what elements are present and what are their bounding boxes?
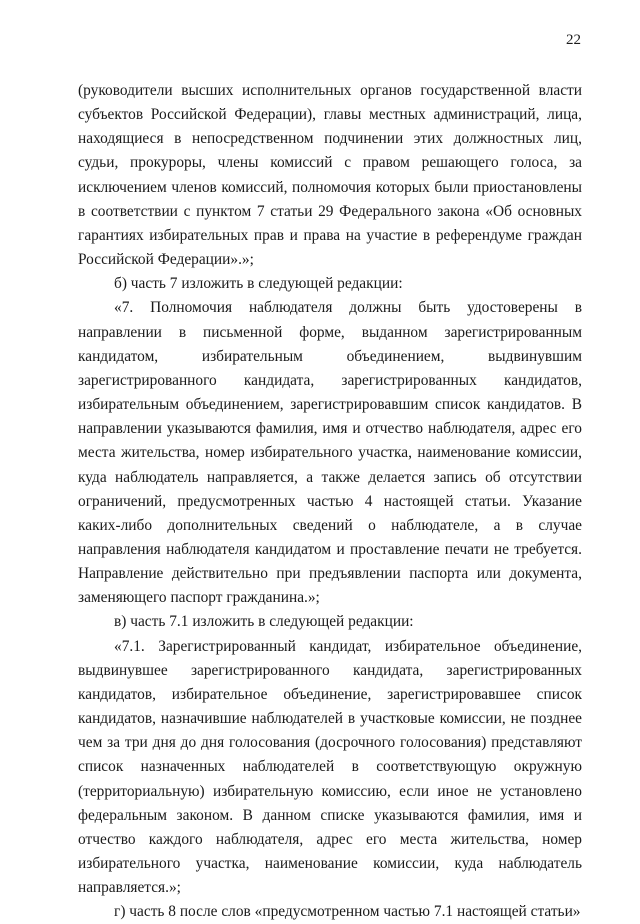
paragraph-item-g: г) часть 8 после слов «предусмотренном частью 7.1 настоящей статьи» bbox=[114, 903, 581, 921]
page-number: 22 bbox=[566, 32, 581, 48]
paragraph-part-7-1-text: «7.1. Зарегистрированный кандидат, избирательное объединение, выдвинувшее зарегистрированного кандидата, зарегистрированных кандидатов, избирательное объединение, зарегистрировавшее список кандидатов, назначившие наблюдателей в участковые комиссии, не позднее чем за три дня до дня голосования (досрочного голосования) представляют список назначенных наблюдателей в соответствующую окружную (территориальную) избирательную комиссию, если иное не установлено федеральным законом. В данном списке указываются фамилия, имя и отчество каждого наблюдателя, адрес его места жительства, номер избирательного участка, наименование комиссии, куда наблюдатель направляется.»; bbox=[78, 637, 582, 897]
document-body bbox=[78, 79, 582, 924]
paragraph-continuation: (руководители высших исполнительных органов государственной власти субъектов Российской Федерации), главы местных администраций, лица, находящиеся в непосредственном подчинении этих должностных лиц, судьи, прокуроры, члены комиссий с правом решающего голоса, за исключением членов комиссий, полномочия которых были приостановлены в соответствии с пунктом 7 статьи 29 Федерального закона «Об основных гарантиях избирательных прав и права на участие в референдуме граждан Российской Федерации».»; bbox=[78, 82, 582, 269]
paragraph-item-v: в) часть 7.1 изложить в следующей редакции: bbox=[114, 613, 414, 631]
paragraph-part-7-text: «7. Полномочия наблюдателя должны быть удостоверены в направлении в письменной форме, выданном зарегистрированным кандидатом, избирательным объединением, выдвинувшим зарегистрированного кандидата, зарегистрированных кандидатов, избирательным объединением, зарегистрировавшим список кандидатов. В направлении указываются фамилия, имя и отчество наблюдателя, адрес его места жительства, номер избирательного участка, наименование комиссии, куда наблюдатель направляется, а также делается запись об отсутствии ограничений, предусмотренных частью 4 настоящей статьи. Указание каких-либо дополнительных сведений о наблюдателе, а в случае направления наблюдателя кандидатом и проставление печати не требуется. Направление действительно при предъявлении паспорта или документа, заменяющего паспорт гражданина.»; bbox=[78, 299, 582, 607]
paragraph-item-b: б) часть 7 изложить в следующей редакции: bbox=[114, 275, 403, 293]
